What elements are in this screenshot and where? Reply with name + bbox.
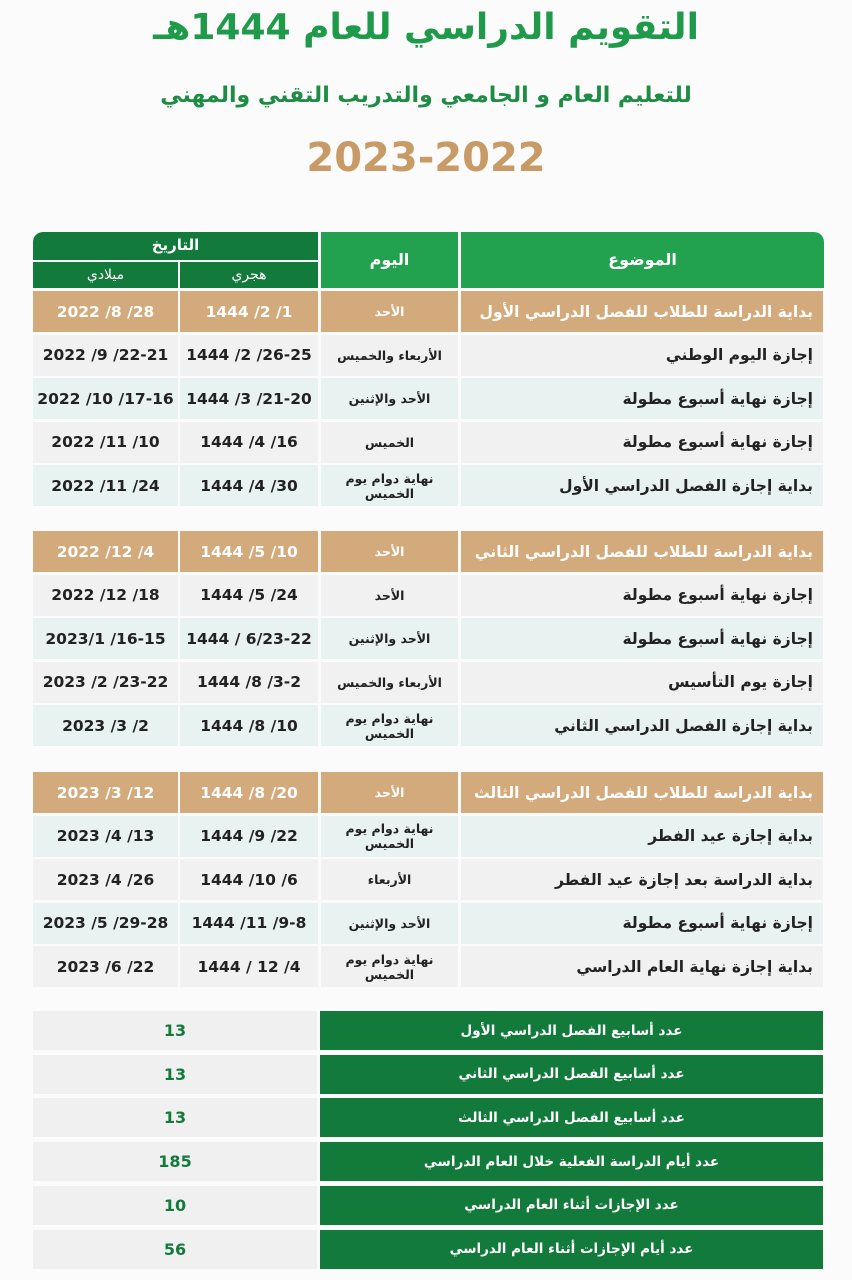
- cell-greg: 2022 /12 /18: [33, 575, 178, 616]
- cell-greg: 2023 /4 /13: [33, 816, 178, 857]
- cell-day: الأحد: [321, 772, 458, 813]
- cell-day: نهاية دوام يوم الخميس: [321, 465, 458, 506]
- cell-greg: 2022 /12 /4: [33, 531, 178, 572]
- cell-day: نهاية دوام يوم الخميس: [321, 816, 458, 857]
- summary-label: عدد أيام الدراسة الفعلية خلال العام الدراسي: [320, 1142, 823, 1181]
- cell-day: الأحد والإثنين: [321, 903, 458, 944]
- cell-topic: إجازة اليوم الوطني: [461, 335, 823, 376]
- cell-greg: 2022 /11 /10: [33, 422, 178, 463]
- cell-hijri: 1444 /4 /16: [180, 422, 318, 463]
- cell-hijri: 1444 /2 /26-25: [180, 335, 318, 376]
- summary-value: 56: [33, 1230, 317, 1269]
- cell-hijri: 1444 /8 /20: [180, 772, 318, 813]
- summary-label: عدد الإجازات أثناء العام الدراسي: [320, 1186, 823, 1225]
- cell-hijri: 1444 /4 /30: [180, 465, 318, 506]
- summary-value: 13: [33, 1098, 317, 1137]
- summary-value: 10: [33, 1186, 317, 1225]
- cell-greg: 2023 /4 /26: [33, 859, 178, 900]
- header-day: اليوم: [321, 232, 458, 288]
- cell-greg: 2023 /6 /22: [33, 946, 178, 987]
- cell-hijri: 1444 /2 /1: [180, 291, 318, 332]
- summary-label: عدد أسابيع الفصل الدراسي الثاني: [320, 1055, 823, 1094]
- cell-day: الأحد: [321, 575, 458, 616]
- summary-value: 185: [33, 1142, 317, 1181]
- header-gregorian: ميلادي: [33, 262, 178, 288]
- cell-greg: 2023/1 /16-15: [33, 618, 178, 659]
- header-topic: الموضوع: [461, 232, 824, 288]
- cell-hijri: 1444 /8 /3-2: [180, 662, 318, 703]
- cell-topic: إجازة نهاية أسبوع مطولة: [461, 378, 823, 419]
- summary-label: عدد أسابيع الفصل الدراسي الثالث: [320, 1098, 823, 1137]
- header-date: التاريخ: [33, 232, 318, 260]
- cell-greg: 2023 /3 /2: [33, 705, 178, 746]
- cell-day: الخميس: [321, 422, 458, 463]
- cell-day: الأربعاء والخميس: [321, 335, 458, 376]
- cell-day: نهاية دوام يوم الخميس: [321, 946, 458, 987]
- cell-day: الأحد والإثنين: [321, 618, 458, 659]
- cell-topic: بداية الدراسة للطلاب للفصل الدراسي الثالث: [461, 772, 823, 813]
- cell-topic: إجازة يوم التأسيس: [461, 662, 823, 703]
- page-title: التقويم الدراسي للعام 1444هـ: [153, 7, 699, 48]
- cell-hijri: 1444 /9 /22: [180, 816, 318, 857]
- year-range: 2023-2022: [306, 135, 546, 181]
- page-subtitle: للتعليم العام و الجامعي والتدريب التقني والمهني: [160, 83, 692, 108]
- cell-topic: بداية إجازة الفصل الدراسي الأول: [461, 465, 823, 506]
- cell-day: الأحد والإثنين: [321, 378, 458, 419]
- cell-hijri: 1444 /8 /10: [180, 705, 318, 746]
- cell-topic: بداية إجازة عيد الفطر: [461, 816, 823, 857]
- cell-topic: بداية الدراسة للطلاب للفصل الدراسي الأول: [461, 291, 823, 332]
- cell-topic: إجازة نهاية أسبوع مطولة: [461, 575, 823, 616]
- cell-greg: 2023 /2 /23-22: [33, 662, 178, 703]
- cell-hijri: 1444 /5 /24: [180, 575, 318, 616]
- cell-topic: إجازة نهاية أسبوع مطولة: [461, 618, 823, 659]
- cell-topic: بداية إجازة الفصل الدراسي الثاني: [461, 705, 823, 746]
- cell-topic: بداية الدراسة للطلاب للفصل الدراسي الثاني: [461, 531, 823, 572]
- cell-topic: بداية الدراسة بعد إجازة عيد الفطر: [461, 859, 823, 900]
- cell-greg: 2022 /10 /17-16: [33, 378, 178, 419]
- cell-topic: إجازة نهاية أسبوع مطولة: [461, 903, 823, 944]
- cell-topic: بداية إجازة نهاية العام الدراسي: [461, 946, 823, 987]
- cell-topic: إجازة نهاية أسبوع مطولة: [461, 422, 823, 463]
- cell-greg: 2023 /3 /12: [33, 772, 178, 813]
- cell-greg: 2022 /8 /28: [33, 291, 178, 332]
- cell-hijri: 1444 /10 /6: [180, 859, 318, 900]
- cell-hijri: 1444 /5 /10: [180, 531, 318, 572]
- summary-label: عدد أسابيع الفصل الدراسي الأول: [320, 1011, 823, 1050]
- cell-day: نهاية دوام يوم الخميس: [321, 705, 458, 746]
- cell-day: الأحد: [321, 291, 458, 332]
- summary-value: 13: [33, 1011, 317, 1050]
- cell-hijri: 1444 /11 /9-8: [180, 903, 318, 944]
- cell-greg: 2022 /9 /22-21: [33, 335, 178, 376]
- header-hijri: هجري: [180, 262, 318, 288]
- cell-greg: 2022 /11 /24: [33, 465, 178, 506]
- cell-day: الأربعاء والخميس: [321, 662, 458, 703]
- summary-value: 13: [33, 1055, 317, 1094]
- cell-hijri: 1444 / 12 /4: [180, 946, 318, 987]
- cell-greg: 2023 /5 /29-28: [33, 903, 178, 944]
- cell-hijri: 1444 / 6/23-22: [180, 618, 318, 659]
- cell-hijri: 1444 /3 /21-20: [180, 378, 318, 419]
- cell-day: الأربعاء: [321, 859, 458, 900]
- summary-label: عدد أيام الإجازات أثناء العام الدراسي: [320, 1230, 823, 1269]
- cell-day: الأحد: [321, 531, 458, 572]
